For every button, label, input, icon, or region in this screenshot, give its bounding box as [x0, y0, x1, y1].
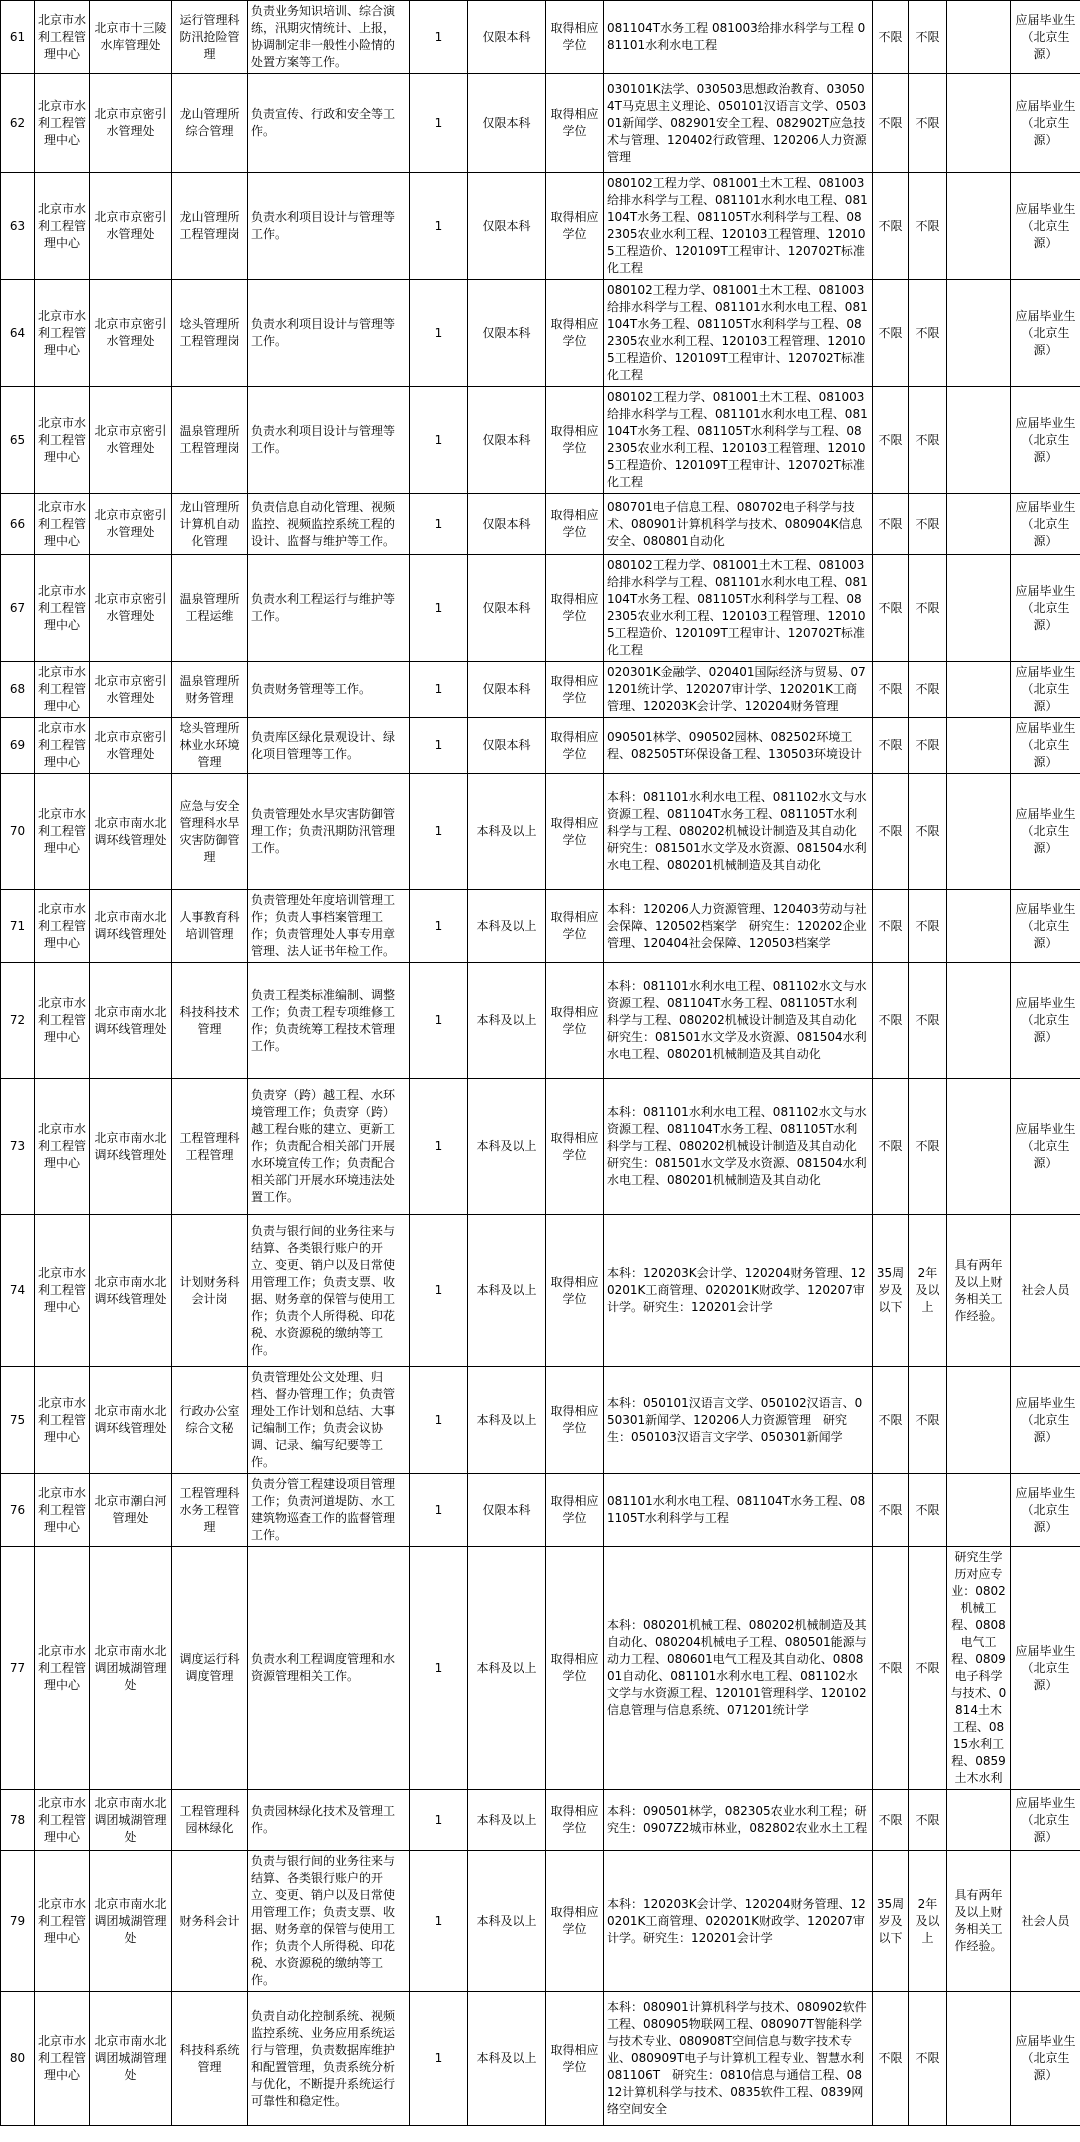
row-number-cell: 71: [1, 890, 35, 963]
other-req-cell: [947, 173, 1011, 280]
age-req-cell: 不限: [873, 1790, 909, 1851]
table-row: [1, 74, 1080, 173]
degree-req-cell: 取得相应学位: [546, 963, 604, 1079]
age-req-cell: 不限: [873, 74, 909, 173]
job-duties-cell: 负责园林绿化技术及管理工作。: [248, 1790, 410, 1851]
education-req-cell: 本科及以上: [468, 1790, 546, 1851]
job-duties-cell: 负责库区绿化景观设计、绿化项目管理等工作。: [248, 718, 410, 774]
job-duties-cell: 负责与银行间的业务往来与结算、各类银行账户的开立、变更、销户以及日常使用管理工作；负责支票、收据、财务章的保管与使用工作；负责个人所得税、印花税、水资源税的缴纳等工作。: [248, 1851, 410, 1992]
major-req-cell: 本科：120203K会计学、120204财务管理、120201K工商管理、020201K财政学、120207审计学。研究生：120201会计学: [604, 1851, 873, 1992]
position-name-cell: 工程管理科水务工程管理: [172, 1474, 248, 1547]
table-row: [1, 1, 1080, 74]
job-duties-cell: 负责水利项目设计与管理等工作。: [248, 173, 410, 280]
degree-req-cell: 取得相应学位: [546, 280, 604, 387]
job-duties-cell: 负责管理处公文处理、归档、督办管理工作；负责管理处工作计划和总结、大事记编制工作；负责会议协调、记录、编写纪要等工作。: [248, 1367, 410, 1474]
candidate-source-cell: 应届毕业生（北京生源）: [1011, 74, 1080, 173]
degree-req-cell: 取得相应学位: [546, 1079, 604, 1215]
education-req-cell: 本科及以上: [468, 1547, 546, 1790]
age-req-cell: 35周岁及以下: [873, 1215, 909, 1367]
hire-count-cell: 1: [410, 774, 468, 890]
organization-cell: 北京市水利工程管理中心: [35, 1851, 90, 1992]
age-req-cell: 不限: [873, 1992, 909, 2126]
hire-count-cell: 1: [410, 718, 468, 774]
candidate-source-cell: 社会人员: [1011, 1851, 1080, 1992]
age-req-cell: 不限: [873, 280, 909, 387]
degree-req-cell: 取得相应学位: [546, 494, 604, 555]
job-duties-cell: 负责水利工程调度管理和水资源管理相关工作。: [248, 1547, 410, 1790]
experience-req-cell: 不限: [909, 1474, 947, 1547]
education-req-cell: 本科及以上: [468, 1851, 546, 1992]
row-number-cell: 63: [1, 173, 35, 280]
hire-count-cell: 1: [410, 1474, 468, 1547]
other-req-cell: [947, 280, 1011, 387]
position-name-cell: 工程管理科园林绿化: [172, 1790, 248, 1851]
organization-cell: 北京市水利工程管理中心: [35, 555, 90, 662]
table-row: [1, 662, 1080, 718]
degree-req-cell: 取得相应学位: [546, 1851, 604, 1992]
candidate-source-cell: 应届毕业生（北京生源）: [1011, 1, 1080, 74]
hire-count-cell: 1: [410, 74, 468, 173]
unit-name-cell: 北京市南水北调环线管理处: [90, 774, 172, 890]
unit-name-cell: 北京市南水北调团城湖管理处: [90, 1992, 172, 2126]
row-number-cell: 68: [1, 662, 35, 718]
degree-req-cell: 取得相应学位: [546, 1474, 604, 1547]
other-req-cell: 具有两年及以上财务相关工作经验。: [947, 1851, 1011, 1992]
other-req-cell: [947, 1367, 1011, 1474]
row-number-cell: 70: [1, 774, 35, 890]
unit-name-cell: 北京市京密引水管理处: [90, 280, 172, 387]
unit-name-cell: 北京市南水北调环线管理处: [90, 1079, 172, 1215]
job-duties-cell: 负责与银行间的业务往来与结算、各类银行账户的开立、变更、销户以及日常使用管理工作；负责支票、收据、财务章的保管与使用工作；负责个人所得税、印花税、水资源税的缴纳等工作。: [248, 1215, 410, 1367]
row-number-cell: 74: [1, 1215, 35, 1367]
candidate-source-cell: 社会人员: [1011, 1215, 1080, 1367]
degree-req-cell: 取得相应学位: [546, 74, 604, 173]
position-name-cell: 调度运行科调度管理: [172, 1547, 248, 1790]
candidate-source-cell: 应届毕业生（北京生源）: [1011, 555, 1080, 662]
education-req-cell: 仅限本科: [468, 387, 546, 494]
hire-count-cell: 1: [410, 890, 468, 963]
organization-cell: 北京市水利工程管理中心: [35, 774, 90, 890]
education-req-cell: 本科及以上: [468, 1992, 546, 2126]
major-req-cell: 080701电子信息工程、080702电子科学与技术、080901计算机科学与技术、080904K信息安全、080801自动化: [604, 494, 873, 555]
position-name-cell: 埝头管理所林业水环境管理: [172, 718, 248, 774]
other-req-cell: [947, 662, 1011, 718]
position-name-cell: 温泉管理所工程管理岗: [172, 387, 248, 494]
experience-req-cell: 不限: [909, 1992, 947, 2126]
other-req-cell: [947, 494, 1011, 555]
education-req-cell: 仅限本科: [468, 1, 546, 74]
experience-req-cell: 不限: [909, 494, 947, 555]
education-req-cell: 本科及以上: [468, 963, 546, 1079]
organization-cell: 北京市水利工程管理中心: [35, 718, 90, 774]
job-duties-cell: 负责宣传、行政和安全等工作。: [248, 74, 410, 173]
hire-count-cell: 1: [410, 1079, 468, 1215]
hire-count-cell: 1: [410, 1992, 468, 2126]
table-row: [1, 555, 1080, 662]
major-req-cell: 080102工程力学、081001土木工程、081003给排水科学与工程、081101水利水电工程、081104T水务工程、081105T水利科学与工程、082305农业水利工程、120103工程管理、120105工程造价、120109T工程审计、120702T标准化工程: [604, 173, 873, 280]
candidate-source-cell: 应届毕业生（北京生源）: [1011, 774, 1080, 890]
row-number-cell: 64: [1, 280, 35, 387]
job-duties-cell: 负责工程类标准编制、调整工作；负责工程专项维修工作；负责统筹工程技术管理工作。: [248, 963, 410, 1079]
education-req-cell: 本科及以上: [468, 1367, 546, 1474]
table-body: [1, 1, 1080, 2126]
unit-name-cell: 北京市南水北调环线管理处: [90, 1215, 172, 1367]
unit-name-cell: 北京市南水北调团城湖管理处: [90, 1547, 172, 1790]
unit-name-cell: 北京市十三陵水库管理处: [90, 1, 172, 74]
candidate-source-cell: 应届毕业生（北京生源）: [1011, 1547, 1080, 1790]
age-req-cell: 不限: [873, 1, 909, 74]
unit-name-cell: 北京市南水北调环线管理处: [90, 963, 172, 1079]
unit-name-cell: 北京市南水北调环线管理处: [90, 890, 172, 963]
candidate-source-cell: 应届毕业生（北京生源）: [1011, 280, 1080, 387]
major-req-cell: 080102工程力学、081001土木工程、081003给排水科学与工程、081101水利水电工程、081104T水务工程、081105T水利科学与工程、082305农业水利工程、120103工程管理、120105工程造价、120109T工程审计、120702T标准化工程: [604, 387, 873, 494]
job-duties-cell: 负责穿（跨）越工程、水环境管理工作；负责穿（跨）越工程台账的建立、更新工作；负责配合相关部门开展水环境宣传工作；负责配合相关部门开展水环境违法处置工作。: [248, 1079, 410, 1215]
position-name-cell: 埝头管理所工程管理岗: [172, 280, 248, 387]
position-name-cell: 工程管理科工程管理: [172, 1079, 248, 1215]
job-duties-cell: 负责信息自动化管理、视频监控、视频监控系统工程的设计、监督与维护等工作。: [248, 494, 410, 555]
table-row: [1, 494, 1080, 555]
table-row: [1, 1367, 1080, 1474]
major-req-cell: 080102工程力学、081001土木工程、081003给排水科学与工程、081101水利水电工程、081104T水务工程、081105T水利科学与工程、082305农业水利工程、120103工程管理、120105工程造价、120109T工程审计、120702T标准化工程: [604, 280, 873, 387]
row-number-cell: 75: [1, 1367, 35, 1474]
major-req-cell: 090501林学、090502园林、082502环境工程、082505T环保设备工程、130503环境设计: [604, 718, 873, 774]
hire-count-cell: 1: [410, 280, 468, 387]
table-row: [1, 173, 1080, 280]
hire-count-cell: 1: [410, 1, 468, 74]
age-req-cell: 不限: [873, 387, 909, 494]
education-req-cell: 仅限本科: [468, 173, 546, 280]
degree-req-cell: 取得相应学位: [546, 774, 604, 890]
education-req-cell: 仅限本科: [468, 718, 546, 774]
position-name-cell: 温泉管理所财务管理: [172, 662, 248, 718]
row-number-cell: 78: [1, 1790, 35, 1851]
education-req-cell: 本科及以上: [468, 774, 546, 890]
other-req-cell: [947, 555, 1011, 662]
other-req-cell: [947, 718, 1011, 774]
experience-req-cell: 不限: [909, 963, 947, 1079]
organization-cell: 北京市水利工程管理中心: [35, 1, 90, 74]
candidate-source-cell: 应届毕业生（北京生源）: [1011, 1474, 1080, 1547]
job-duties-cell: 负责分管工程建设项目管理工作；负责河道堤防、水工建筑物巡查工作的监督管理工作。: [248, 1474, 410, 1547]
candidate-source-cell: 应届毕业生（北京生源）: [1011, 1992, 1080, 2126]
organization-cell: 北京市水利工程管理中心: [35, 963, 90, 1079]
major-req-cell: 本科：120203K会计学、120204财务管理、120201K工商管理、020201K财政学、120207审计学。研究生：120201会计学: [604, 1215, 873, 1367]
age-req-cell: 不限: [873, 718, 909, 774]
experience-req-cell: 不限: [909, 662, 947, 718]
candidate-source-cell: 应届毕业生（北京生源）: [1011, 1367, 1080, 1474]
major-req-cell: 020301K金融学、020401国际经济与贸易、071201统计学、120207审计学、120201K工商管理、120203K会计学、120204财务管理: [604, 662, 873, 718]
degree-req-cell: 取得相应学位: [546, 555, 604, 662]
candidate-source-cell: 应届毕业生（北京生源）: [1011, 494, 1080, 555]
major-req-cell: 本科：080201机械工程、080202机械制造及其自动化、080204机械电子工程、080501能源与动力工程、080601电气工程及其自动化、080801自动化、081101水利水电工程、081102水文学与水资源工程、120101管理科学、120102信息管理与信息系统、071201统计学: [604, 1547, 873, 1790]
job-duties-cell: 负责水利工程运行与维护等工作。: [248, 555, 410, 662]
hire-count-cell: 1: [410, 1790, 468, 1851]
organization-cell: 北京市水利工程管理中心: [35, 890, 90, 963]
degree-req-cell: 取得相应学位: [546, 718, 604, 774]
row-number-cell: 65: [1, 387, 35, 494]
degree-req-cell: 取得相应学位: [546, 387, 604, 494]
unit-name-cell: 北京市潮白河管理处: [90, 1474, 172, 1547]
candidate-source-cell: 应届毕业生（北京生源）: [1011, 890, 1080, 963]
unit-name-cell: 北京市南水北调团城湖管理处: [90, 1851, 172, 1992]
other-req-cell: 研究生学历对应专业：0802机械工程、0808电气工程、0809电子科学与技术、0814土木工程、0815水利工程、0859土木水利: [947, 1547, 1011, 1790]
hire-count-cell: 1: [410, 1215, 468, 1367]
candidate-source-cell: 应届毕业生（北京生源）: [1011, 662, 1080, 718]
organization-cell: 北京市水利工程管理中心: [35, 1790, 90, 1851]
age-req-cell: 不限: [873, 890, 909, 963]
table-row: [1, 1851, 1080, 1992]
degree-req-cell: 取得相应学位: [546, 1992, 604, 2126]
experience-req-cell: 2年及以上: [909, 1215, 947, 1367]
degree-req-cell: 取得相应学位: [546, 1547, 604, 1790]
age-req-cell: 不限: [873, 173, 909, 280]
job-duties-cell: 负责管理处年度培训管理工作；负责人事档案管理工作；负责管理处人事专用章管理、法人证书年检工作。: [248, 890, 410, 963]
position-name-cell: 应急与安全管理科水旱灾害防御管理: [172, 774, 248, 890]
other-req-cell: [947, 1079, 1011, 1215]
job-duties-cell: 负责财务管理等工作。: [248, 662, 410, 718]
organization-cell: 北京市水利工程管理中心: [35, 173, 90, 280]
organization-cell: 北京市水利工程管理中心: [35, 387, 90, 494]
degree-req-cell: 取得相应学位: [546, 1790, 604, 1851]
organization-cell: 北京市水利工程管理中心: [35, 1992, 90, 2126]
position-name-cell: 科技科技术管理: [172, 963, 248, 1079]
other-req-cell: [947, 74, 1011, 173]
unit-name-cell: 北京市京密引水管理处: [90, 173, 172, 280]
position-name-cell: 计划财务科会计岗: [172, 1215, 248, 1367]
job-duties-cell: 负责水利项目设计与管理等工作。: [248, 280, 410, 387]
unit-name-cell: 北京市京密引水管理处: [90, 387, 172, 494]
organization-cell: 北京市水利工程管理中心: [35, 1079, 90, 1215]
hire-count-cell: 1: [410, 387, 468, 494]
major-req-cell: 081104T水务工程 081003给排水科学与工程 081101水利水电工程: [604, 1, 873, 74]
organization-cell: 北京市水利工程管理中心: [35, 280, 90, 387]
table-row: [1, 1790, 1080, 1851]
other-req-cell: [947, 1992, 1011, 2126]
experience-req-cell: 不限: [909, 1547, 947, 1790]
major-req-cell: 081101水利水电工程、081104T水务工程、081105T水利科学与工程: [604, 1474, 873, 1547]
experience-req-cell: 不限: [909, 1367, 947, 1474]
other-req-cell: [947, 1790, 1011, 1851]
row-number-cell: 62: [1, 74, 35, 173]
candidate-source-cell: 应届毕业生（北京生源）: [1011, 1079, 1080, 1215]
table-row: [1, 890, 1080, 963]
education-req-cell: 本科及以上: [468, 1079, 546, 1215]
hire-count-cell: 1: [410, 494, 468, 555]
row-number-cell: 72: [1, 963, 35, 1079]
degree-req-cell: 取得相应学位: [546, 662, 604, 718]
table-row: [1, 1215, 1080, 1367]
row-number-cell: 73: [1, 1079, 35, 1215]
job-duties-cell: 负责业务知识培训、综合演练，汛期灾情统计、上报，协调制定非一般性小险情的处置方案等工作。: [248, 1, 410, 74]
row-number-cell: 77: [1, 1547, 35, 1790]
experience-req-cell: 不限: [909, 280, 947, 387]
hire-count-cell: 1: [410, 963, 468, 1079]
row-number-cell: 61: [1, 1, 35, 74]
candidate-source-cell: 应届毕业生（北京生源）: [1011, 387, 1080, 494]
degree-req-cell: 取得相应学位: [546, 1215, 604, 1367]
other-req-cell: [947, 1, 1011, 74]
age-req-cell: 不限: [873, 1547, 909, 1790]
unit-name-cell: 北京市南水北调团城湖管理处: [90, 1790, 172, 1851]
job-duties-cell: 负责管理处水旱灾害防御管理工作；负责汛期防汛管理工作。: [248, 774, 410, 890]
age-req-cell: 不限: [873, 1367, 909, 1474]
experience-req-cell: 不限: [909, 1, 947, 74]
age-req-cell: 不限: [873, 774, 909, 890]
major-req-cell: 080102工程力学、081001土木工程、081003给排水科学与工程、081101水利水电工程、081104T水务工程、081105T水利科学与工程、082305农业水利工程、120103工程管理、120105工程造价、120109T工程审计、120702T标准化工程: [604, 555, 873, 662]
position-name-cell: 龙山管理所工程管理岗: [172, 173, 248, 280]
major-req-cell: 本科：090501林学，082305农业水利工程；研究生：0907Z2城市林业，082802农业水土工程: [604, 1790, 873, 1851]
major-req-cell: 本科：081101水利水电工程、081102水文与水资源工程、081104T水务工程、081105T水利科学与工程、080202机械设计制造及其自动化 研究生：081501水文学及水资源、081504水利水电工程、080201机械制造及其自动化: [604, 774, 873, 890]
education-req-cell: 本科及以上: [468, 1215, 546, 1367]
organization-cell: 北京市水利工程管理中心: [35, 494, 90, 555]
table-row: [1, 387, 1080, 494]
degree-req-cell: 取得相应学位: [546, 890, 604, 963]
experience-req-cell: 不限: [909, 387, 947, 494]
experience-req-cell: 不限: [909, 555, 947, 662]
experience-req-cell: 2年及以上: [909, 1851, 947, 1992]
other-req-cell: [947, 890, 1011, 963]
row-number-cell: 67: [1, 555, 35, 662]
hire-count-cell: 1: [410, 662, 468, 718]
experience-req-cell: 不限: [909, 890, 947, 963]
other-req-cell: [947, 1474, 1011, 1547]
unit-name-cell: 北京市京密引水管理处: [90, 662, 172, 718]
table-row: [1, 1474, 1080, 1547]
position-name-cell: 运行管理科防汛抢险管理: [172, 1, 248, 74]
age-req-cell: 不限: [873, 1079, 909, 1215]
position-name-cell: 龙山管理所综合管理: [172, 74, 248, 173]
organization-cell: 北京市水利工程管理中心: [35, 1367, 90, 1474]
row-number-cell: 69: [1, 718, 35, 774]
degree-req-cell: 取得相应学位: [546, 1, 604, 74]
hire-count-cell: 1: [410, 1851, 468, 1992]
organization-cell: 北京市水利工程管理中心: [35, 662, 90, 718]
unit-name-cell: 北京市京密引水管理处: [90, 718, 172, 774]
education-req-cell: 仅限本科: [468, 555, 546, 662]
unit-name-cell: 北京市京密引水管理处: [90, 494, 172, 555]
other-req-cell: 具有两年及以上财务相关工作经验。: [947, 1215, 1011, 1367]
table-row: [1, 718, 1080, 774]
education-req-cell: 仅限本科: [468, 1474, 546, 1547]
row-number-cell: 80: [1, 1992, 35, 2126]
age-req-cell: 不限: [873, 1474, 909, 1547]
job-duties-cell: 负责水利项目设计与管理等工作。: [248, 387, 410, 494]
table-row: [1, 963, 1080, 1079]
experience-req-cell: 不限: [909, 74, 947, 173]
position-name-cell: 龙山管理所计算机自动化管理: [172, 494, 248, 555]
other-req-cell: [947, 774, 1011, 890]
experience-req-cell: 不限: [909, 173, 947, 280]
organization-cell: 北京市水利工程管理中心: [35, 1547, 90, 1790]
education-req-cell: 仅限本科: [468, 494, 546, 555]
candidate-source-cell: 应届毕业生（北京生源）: [1011, 718, 1080, 774]
unit-name-cell: 北京市南水北调环线管理处: [90, 1367, 172, 1474]
position-name-cell: 行政办公室综合文秘: [172, 1367, 248, 1474]
job-duties-cell: 负责自动化控制系统、视频监控系统、业务应用系统运行与管理，负责数据库维护和配置管理，负责系统分析与优化，不断提升系统运行可靠性和稳定性。: [248, 1992, 410, 2126]
major-req-cell: 030101K法学、030503思想政治教育、030504T马克思主义理论、050101汉语言文学、050301新闻学、082901安全工程、082902T应急技术与管理、120402行政管理、120206人力资源管理: [604, 74, 873, 173]
major-req-cell: 本科：120206人力资源管理、120403劳动与社会保障、120502档案学 研究生：120202企业管理、120404社会保障、120503档案学: [604, 890, 873, 963]
table-row: [1, 280, 1080, 387]
table-row: [1, 1992, 1080, 2126]
experience-req-cell: 不限: [909, 1079, 947, 1215]
hire-count-cell: 1: [410, 555, 468, 662]
organization-cell: 北京市水利工程管理中心: [35, 74, 90, 173]
table-row: [1, 1547, 1080, 1790]
education-req-cell: 仅限本科: [468, 662, 546, 718]
candidate-source-cell: 应届毕业生（北京生源）: [1011, 1790, 1080, 1851]
row-number-cell: 66: [1, 494, 35, 555]
experience-req-cell: 不限: [909, 718, 947, 774]
organization-cell: 北京市水利工程管理中心: [35, 1215, 90, 1367]
candidate-source-cell: 应届毕业生（北京生源）: [1011, 963, 1080, 1079]
position-name-cell: 人事教育科培训管理: [172, 890, 248, 963]
education-req-cell: 仅限本科: [468, 74, 546, 173]
table-row: [1, 1079, 1080, 1215]
other-req-cell: [947, 387, 1011, 494]
other-req-cell: [947, 963, 1011, 1079]
age-req-cell: 不限: [873, 555, 909, 662]
major-req-cell: 本科：050101汉语言文学、050102汉语言、050301新闻学、120206人力资源管理 研究生：050103汉语言文字学、050301新闻学: [604, 1367, 873, 1474]
age-req-cell: 不限: [873, 494, 909, 555]
position-name-cell: 温泉管理所工程运维: [172, 555, 248, 662]
degree-req-cell: 取得相应学位: [546, 173, 604, 280]
row-number-cell: 79: [1, 1851, 35, 1992]
education-req-cell: 仅限本科: [468, 280, 546, 387]
hire-count-cell: 1: [410, 1547, 468, 1790]
age-req-cell: 不限: [873, 662, 909, 718]
position-name-cell: 财务科会计: [172, 1851, 248, 1992]
table-row: [1, 774, 1080, 890]
experience-req-cell: 不限: [909, 774, 947, 890]
age-req-cell: 35周岁及以下: [873, 1851, 909, 1992]
major-req-cell: 本科：081101水利水电工程、081102水文与水资源工程、081104T水务工程、081105T水利科学与工程、080202机械设计制造及其自动化 研究生：081501水文学及水资源、081504水利水电工程、080201机械制造及其自动化: [604, 1079, 873, 1215]
unit-name-cell: 北京市京密引水管理处: [90, 555, 172, 662]
major-req-cell: 本科：080901计算机科学与技术、080902软件工程、080905物联网工程、080907T智能科学与技术专业、080908T空间信息与数字技术专业、080909T电子与计算机工程专业、智慧水利081106T 研究生：0810信息与通信工程、0812计算机科学与技术、0835软件工程、0839网络空间安全: [604, 1992, 873, 2126]
position-name-cell: 科技科系统管理: [172, 1992, 248, 2126]
hire-count-cell: 1: [410, 173, 468, 280]
major-req-cell: 本科：081101水利水电工程、081102水文与水资源工程、081104T水务工程、081105T水利科学与工程、080202机械设计制造及其自动化 研究生：081501水文学及水资源、081504水利水电工程、080201机械制造及其自动化: [604, 963, 873, 1079]
unit-name-cell: 北京市京密引水管理处: [90, 74, 172, 173]
hire-count-cell: 1: [410, 1367, 468, 1474]
row-number-cell: 76: [1, 1474, 35, 1547]
candidate-source-cell: 应届毕业生（北京生源）: [1011, 173, 1080, 280]
education-req-cell: 本科及以上: [468, 890, 546, 963]
degree-req-cell: 取得相应学位: [546, 1367, 604, 1474]
experience-req-cell: 不限: [909, 1790, 947, 1851]
age-req-cell: 不限: [873, 963, 909, 1079]
organization-cell: 北京市水利工程管理中心: [35, 1474, 90, 1547]
